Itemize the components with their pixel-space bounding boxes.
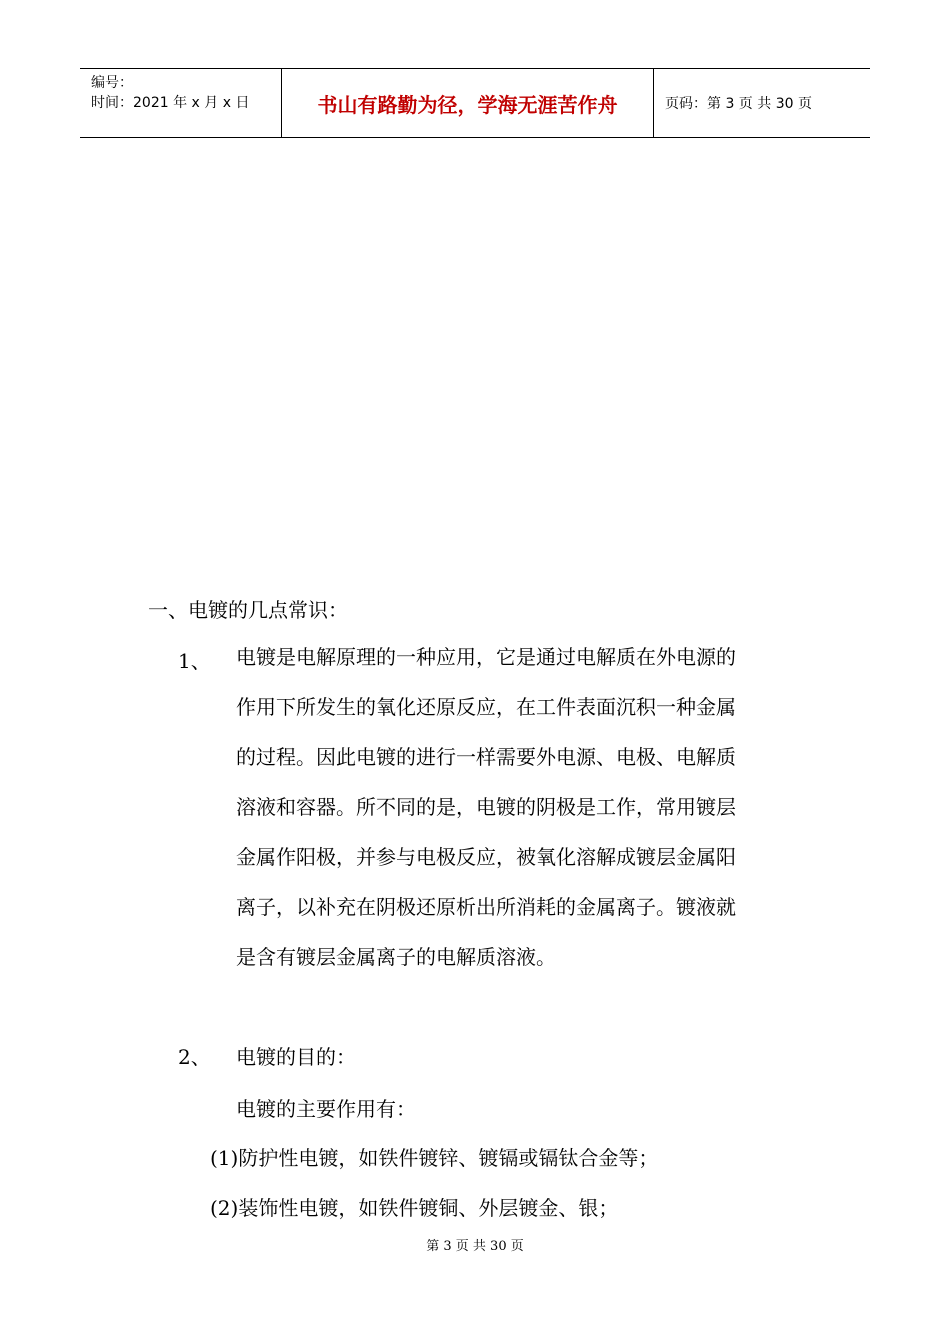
- item1-paragraph: [236, 632, 816, 982]
- header-motto: 书山有路勤为径，学海无涯苦作舟: [282, 69, 654, 137]
- item2-intro: 电镀的主要作用有：: [236, 1097, 416, 1121]
- header-page-info: 页码：第 3 页 共 30 页: [665, 96, 812, 112]
- paragraph-line: 的过程。因此电镀的进行一样需要外电源、电极、电解质: [236, 745, 736, 769]
- paragraph-line: 是含有镀层金属离子的电解质溶液。: [236, 945, 556, 969]
- list-item: (1)防护性电镀，如铁件镀锌、镀镉或镉钛合金等；: [210, 1146, 659, 1170]
- page-footer: 第 3 页 共 30 页: [426, 1239, 524, 1254]
- paragraph-line: 金属作阳极，并参与电极反应，被氧化溶解成镀层金属阳: [236, 845, 736, 869]
- code-label: 编号：: [91, 75, 133, 91]
- page-header: [80, 68, 870, 138]
- header-meta: [80, 69, 282, 137]
- item2-title: 电镀的目的：: [236, 1045, 356, 1069]
- paragraph-line: 溶液和容器。所不同的是，电镀的阴极是工作，常用镀层: [236, 795, 736, 819]
- paragraph-line: 离子，以补充在阴极还原析出所消耗的金属离子。镀液就: [236, 895, 736, 919]
- list-item: (2)装饰性电镀，如铁件镀铜、外层镀金、银；: [210, 1196, 619, 1220]
- item1-number: 1、: [178, 649, 211, 673]
- time-label: 时间：2021 年 x 月 x 日: [91, 95, 250, 111]
- item2-number: 2、: [178, 1045, 211, 1069]
- paragraph-line: 作用下所发生的氧化还原反应，在工件表面沉积一种金属: [236, 695, 736, 719]
- section-title: 一、电镀的几点常识：: [148, 598, 348, 622]
- paragraph-line: 电镀是电解原理的一种应用，它是通过电解质在外电源的: [236, 645, 736, 669]
